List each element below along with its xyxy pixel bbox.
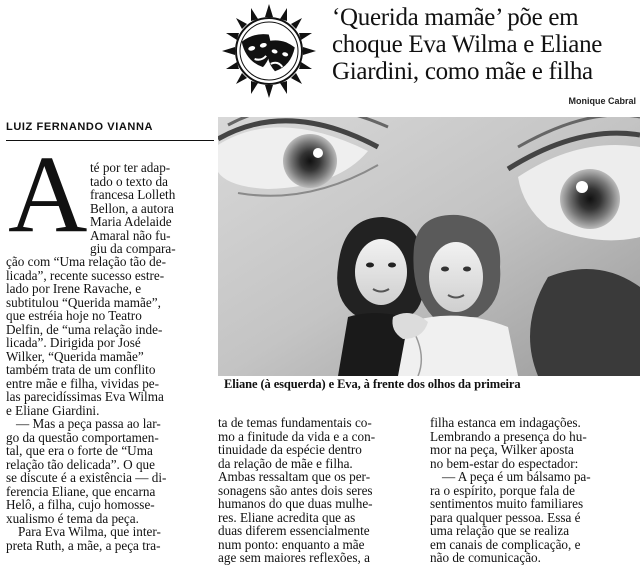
text-line: giu da compara- [90,241,176,256]
text-line: humanos do que duas mulhe- [218,496,373,511]
text-line: tinuidade da espécie dentro [218,442,362,457]
text-line: sentimentos muito familiares [430,496,584,511]
article-photo [218,117,640,376]
text-line: ra o espírito, porque fala de [430,482,576,498]
text-line: age sem maiores reflexões, a [218,550,370,565]
text-line: relação tão delicada”. O que [6,456,156,472]
text-line: licada”. Dirigida por José [6,335,141,350]
text-line: também trata de um conflito [6,362,156,377]
column-2 [218,416,418,565]
text-line: subtitulou “Querida mamãe”, [6,294,161,310]
text-line: Helô, a filha, cujo homosse- [6,497,155,512]
text-line: mor na peça, Wilker aposta [430,442,574,457]
text-line: Para Eva Wilma, que inter- [18,524,161,539]
text-line: Amaral não fu- [90,227,171,243]
column-1 [6,255,216,552]
text-line: go da questão comportamen- [6,429,159,445]
column-3 [430,416,638,565]
text-line: — Mas a peça passa ao lar- [16,416,161,431]
text-line: Bellon, a autora [90,200,174,216]
text-line: no bem-estar do espectador: [430,455,579,471]
text-line: licada”, recente sucesso estre- [6,267,165,283]
text-line: preta Ruth, a mãe, a peça tra- [6,537,161,553]
text-line: ção com “Uma relação tão de- [6,254,166,269]
text-line: té por ter adap- [90,160,171,175]
text-line: e Eliane Giardini. [6,402,100,418]
text-line: se discute é a existência — di- [6,470,167,485]
text-line: ferencia Eliane, que encarna [6,483,156,499]
photo-credit: Monique Cabral [568,96,636,106]
text-line: duas diferem essencialmente [218,523,370,538]
theater-masks-icon [214,2,324,100]
text-line: las parecidíssimas Eva Wilma [6,389,164,404]
text-line: Ambas ressaltam que os per- [218,469,371,484]
text-line: xualismo é tema da peça. [6,510,139,526]
text-line: num ponto: enquanto a mãe [218,536,365,552]
column-1-intro [90,161,216,256]
text-line: uma relação que se realiza [430,523,570,538]
headline [332,4,638,85]
headline-line: Giardini, como mãe e filha [332,58,593,85]
text-line: lado por Irene Ravache, e [6,281,142,296]
text-line: Lembrando a presença do hu- [430,428,587,444]
text-line: filha estanca em indagações. [430,415,581,430]
text-line: mo a finitude da vida e a con- [218,428,376,444]
text-line: para qualquer pessoa. Essa é [430,509,581,525]
headline-line: choque Eva Wilma e Eliane [332,31,603,58]
text-line: entre mãe e filha, vividas pe- [6,375,160,391]
text-line: sonagens são antes dois seres [218,482,373,498]
text-line: — A peça é um bálsamo pa- [442,469,591,484]
text-line: não de comunicação. [430,550,541,565]
text-line: res. Eliane acredita que as [218,509,356,525]
text-line: da relação de mãe e filha. [218,455,353,471]
text-line: em canais de complicação, e [430,536,581,552]
text-line: Maria Adelaide [90,214,172,229]
text-line: tal, que era o forte de “Uma [6,443,153,458]
text-line: ta de temas fundamentais co- [218,415,372,430]
photo-caption: Eliane (à esquerda) e Eva, à frente dos olhos da primeira [224,377,521,391]
drop-cap: A [8,133,88,255]
text-line: tado o texto da [90,173,169,189]
text-line: que estréia hoje no Teatro [6,308,142,323]
headline-line: ‘Querida mamãe’ põe em [332,4,579,31]
text-line: francesa Lolleth [90,187,176,202]
text-line: Delfin, de “uma relação inde- [6,321,163,337]
byline: LUIZ FERNANDO VIANNA [6,121,154,133]
text-line: Wilker, “Querida mamãe” [6,348,144,364]
